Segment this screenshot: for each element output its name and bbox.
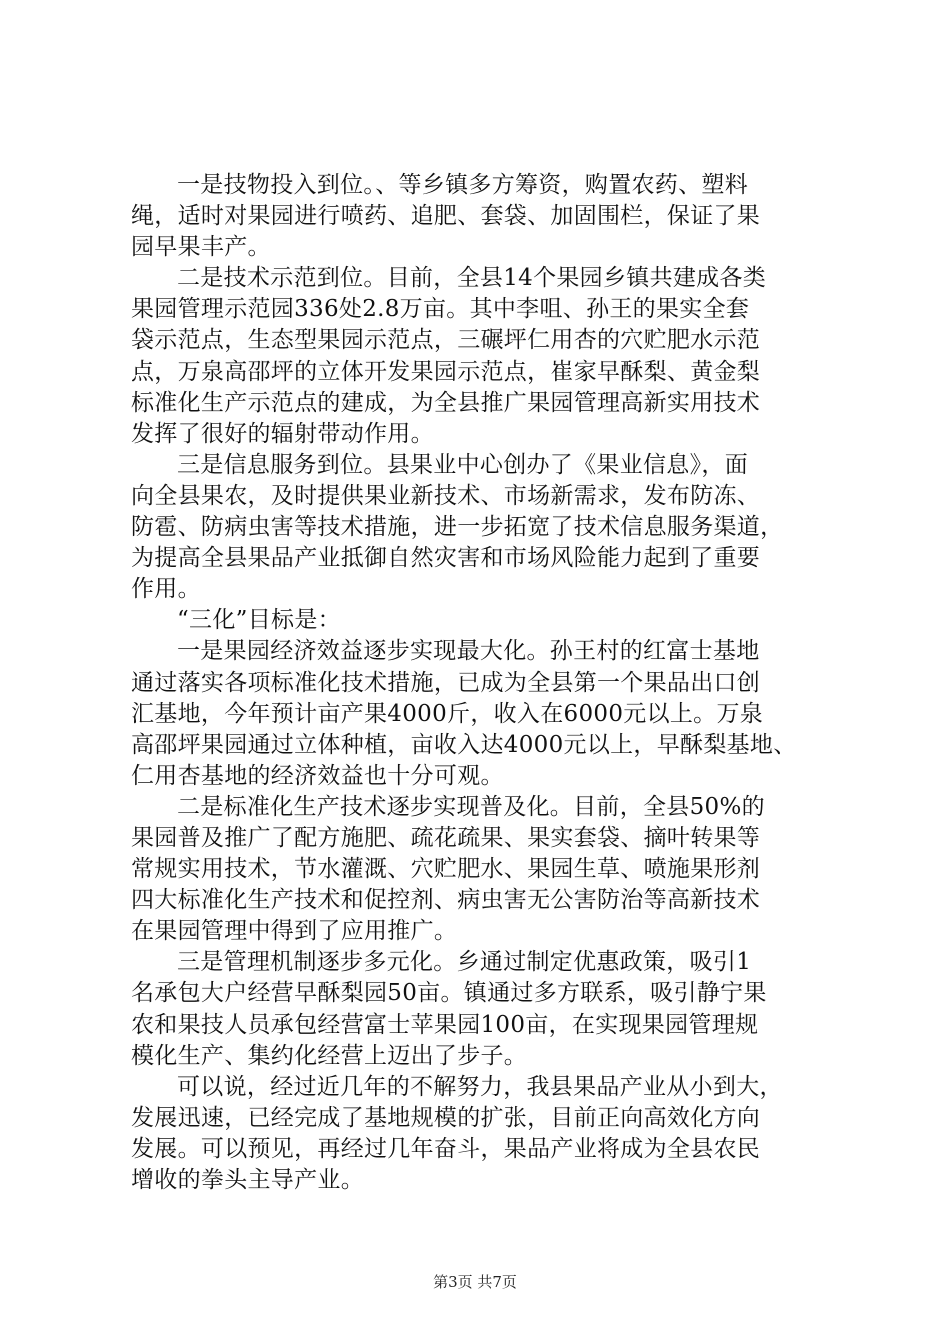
text-line: 园早果丰产。 <box>131 234 271 261</box>
text-line: “三化”目标是： <box>177 607 341 634</box>
text-line: 标准化生产示范点的建成，为全县推广果园管理高新实用技术 <box>131 389 761 416</box>
paragraph <box>131 792 831 947</box>
text-line: 二是标准化生产技术逐步实现普及化。目前，全县50%的 <box>177 793 765 820</box>
text-line: 二是技术示范到位。目前，全县14个果园乡镇共建成各类 <box>177 265 767 292</box>
text-line: 高邵坪果园通过立体种植，亩收入达4000元以上，早酥梨基地、 <box>131 731 797 758</box>
text-line: 通过落实各项标准化技术措施，已成为全县第一个果品出口创 <box>131 669 761 696</box>
text-line: 常规实用技术，节水灌溉、穴贮肥水、果园生草、喷施果形剂 <box>131 856 761 883</box>
text-line: 发展。可以预见，再经过几年奋斗，果品产业将成为全县农民 <box>131 1135 761 1162</box>
text-line: 为提高全县果品产业抵御自然灾害和市场风险能力起到了重要 <box>131 545 761 572</box>
text-line: 四大标准化生产技术和促控剂、病虫害无公害防治等高新技术 <box>131 887 761 914</box>
text-line: 模化生产、集约化经营上迈出了步子。 <box>131 1042 528 1069</box>
text-line: 发挥了很好的辐射带动作用。 <box>131 420 434 447</box>
text-line: 果园普及推广了配方施肥、疏花疏果、果实套袋、摘叶转果等 <box>131 824 761 851</box>
text-line: 农和果技人员承包经营富士苹果园100亩，在实现果园管理规 <box>131 1011 759 1038</box>
paragraph <box>131 605 831 636</box>
document-body <box>131 170 831 1196</box>
paragraph <box>131 170 831 263</box>
text-line: 作用。 <box>131 576 201 603</box>
text-line: 三是管理机制逐步多元化。乡通过制定优惠政策，吸引1 <box>177 949 752 976</box>
text-line: 名承包大户经营早酥梨园50亩。镇通过多方联系，吸引静宁果 <box>131 980 767 1007</box>
paragraph <box>131 263 831 450</box>
paragraph <box>131 636 831 791</box>
paragraph <box>131 947 831 1071</box>
page-footer: 第3页 共7页 <box>433 1273 517 1291</box>
text-line: 袋示范点，生态型果园示范点，三碾坪仁用杏的穴贮肥水示范 <box>131 327 761 354</box>
text-line: 可以说，经过近几年的不解努力，我县果品产业从小到大， <box>177 1073 783 1100</box>
paragraph <box>131 1072 831 1196</box>
text-line: 一是果园经济效益逐步实现最大化。孙王村的红富士基地 <box>177 638 760 665</box>
paragraph <box>131 450 831 605</box>
text-line: 绳，适时对果园进行喷药、追肥、套袋、加固围栏，保证了果 <box>131 203 761 230</box>
text-line: 果园管理示范园336处2.8万亩。其中李咀、孙王的果实全套 <box>131 296 750 323</box>
text-line: 三是信息服务到位。县果业中心创办了《果业信息》，面 <box>177 451 748 478</box>
text-line: 一是技物投入到位。、等乡镇多方筹资，购置农药、塑料 <box>177 172 748 198</box>
text-line: 增收的拳头主导产业。 <box>131 1167 364 1193</box>
text-line: 向全县果农，及时提供果业新技术、市场新需求，发布防冻、 <box>131 482 761 509</box>
text-line: 防雹、防病虫害等技术措施，进一步拓宽了技术信息服务渠道， <box>131 514 784 541</box>
text-line: 在果园管理中得到了应用推广。 <box>131 918 458 945</box>
text-line: 仁用杏基地的经济效益也十分可观。 <box>131 762 504 789</box>
text-line: 点，万泉高邵坪的立体开发果园示范点，崔家早酥梨、黄金梨 <box>131 358 761 385</box>
text-line: 发展迅速，已经完成了基地规模的扩张，目前正向高效化方向 <box>131 1104 761 1131</box>
text-line: 汇基地，今年预计亩产果4000斤，收入在6000元以上。万泉 <box>131 700 764 727</box>
